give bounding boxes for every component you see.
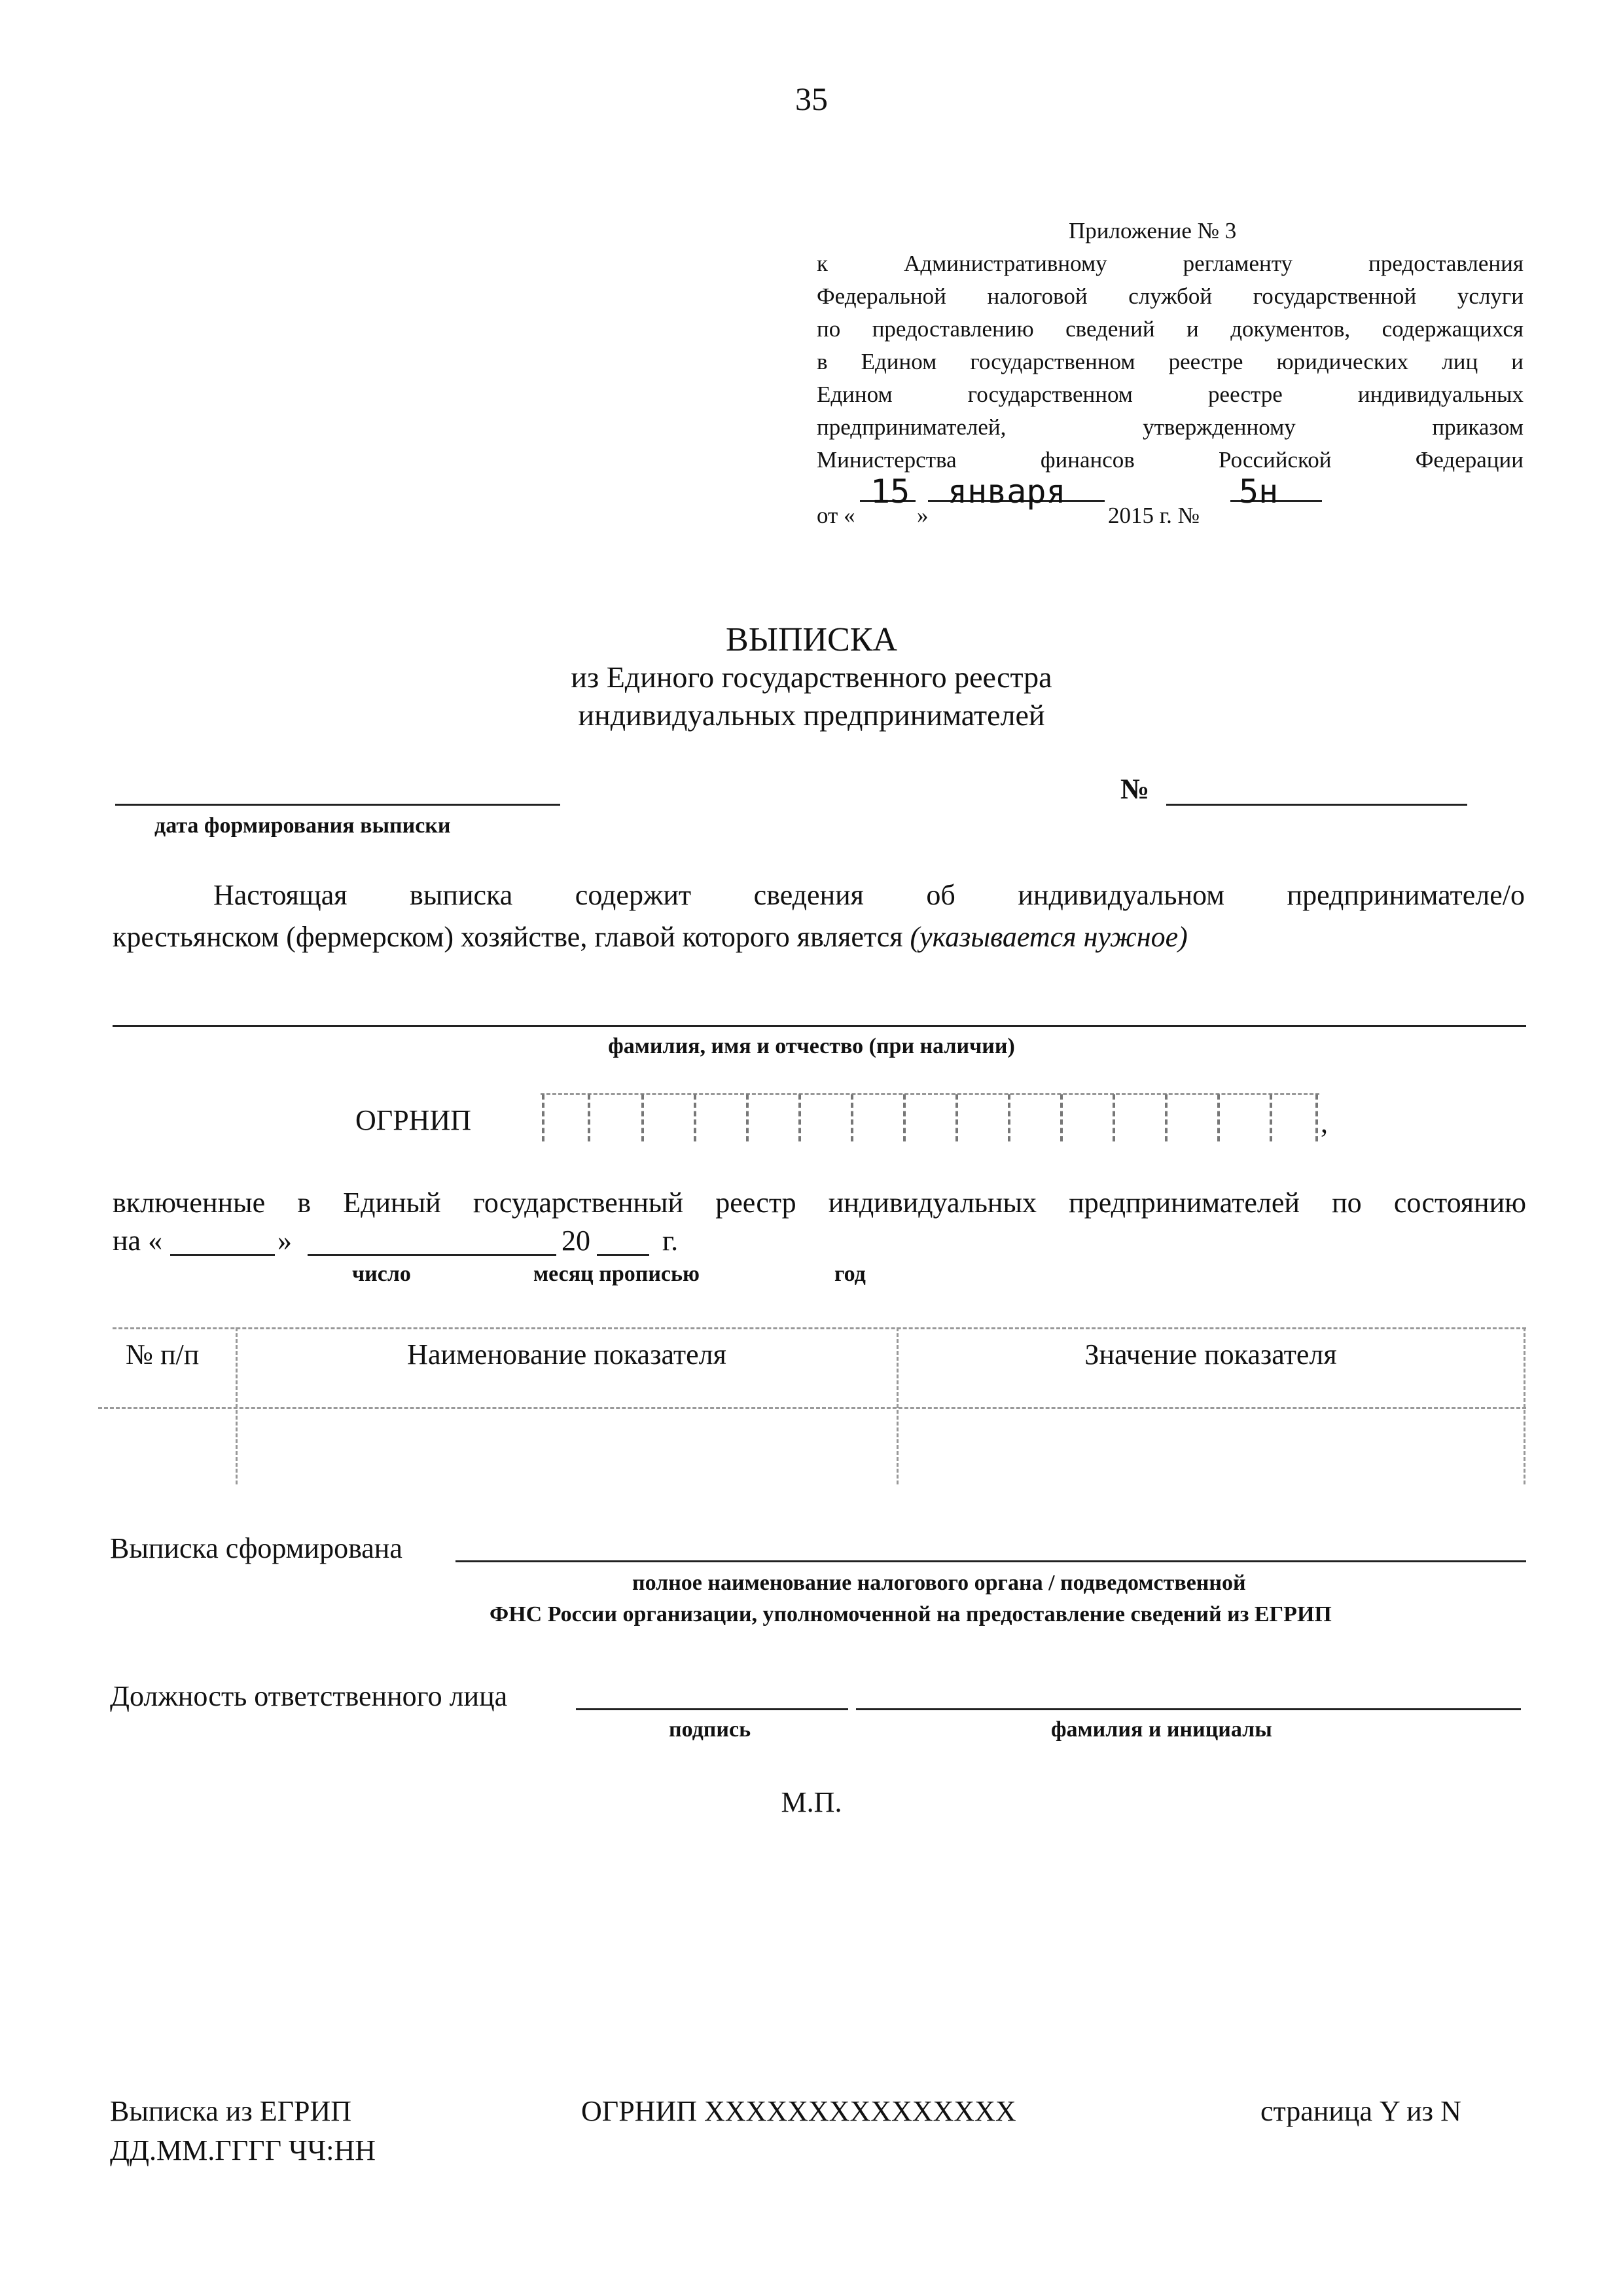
- appendix-line: предпринимателей, утвержденному приказом: [817, 414, 1524, 440]
- number-sign: №: [1120, 773, 1150, 805]
- order-year: 2015 г. №: [1108, 503, 1200, 528]
- intro-line-2-note: (указывается нужное): [910, 921, 1188, 953]
- footer-left-1: Выписка из ЕГРИП: [110, 2095, 352, 2127]
- ogrnip-label: ОГРНИП: [355, 1104, 472, 1136]
- order-prefix: от «: [817, 503, 855, 528]
- appendix-line: Министерства финансов Российской Федерации: [817, 447, 1524, 473]
- ogrnip-comma: ,: [1321, 1107, 1328, 1139]
- footer-left-2: ДД.ММ.ГГГГ ЧЧ:НН: [110, 2134, 376, 2166]
- position-label: Должность ответственного лица: [110, 1680, 508, 1712]
- formed-label: Выписка сформирована: [110, 1532, 402, 1564]
- fio-field-line: [113, 1025, 1526, 1027]
- signature-caption: подпись: [669, 1717, 751, 1742]
- date-field-line: [115, 804, 560, 806]
- footer-right: страница Y из N: [1260, 2095, 1461, 2127]
- page-number: 35: [795, 81, 828, 117]
- appendix-line: Федеральной налоговой службой государственной услуги: [817, 283, 1524, 309]
- state-date-year-suffix: г.: [662, 1225, 679, 1257]
- appendix-title: Приложение № 3: [1069, 218, 1237, 243]
- state-date-caption-day: число: [352, 1262, 411, 1286]
- state-date-mid: »: [277, 1225, 292, 1257]
- state-date-caption-year: год: [834, 1262, 866, 1286]
- formed-caption-1: полное наименование налогового органа / подведомственной: [632, 1571, 1246, 1595]
- initials-caption: фамилия и инициалы: [1051, 1717, 1272, 1742]
- document-title: ВЫПИСКА: [725, 621, 898, 658]
- appendix-block: [817, 215, 1524, 476]
- order-month: января: [948, 473, 1066, 511]
- table-header-indicator: Наименование показателя: [407, 1338, 726, 1371]
- table-header-number: № п/п: [126, 1338, 200, 1371]
- appendix-line: Едином государственном реестре индивидуальных: [817, 382, 1524, 407]
- intro-line-1: Настоящая выписка содержит сведения об индивидуальном предпринимателе/о: [213, 879, 1525, 911]
- state-date-prefix: на «: [113, 1225, 163, 1257]
- document-subtitle-1: из Единого государственного реестра: [571, 660, 1052, 694]
- state-date-year-prefix: 20: [562, 1225, 590, 1257]
- appendix-line: по предоставлению сведений и документов, содержащихся: [817, 316, 1524, 342]
- document-subtitle-2: индивидуальных предпринимателей: [578, 698, 1045, 732]
- signature-field-line: [576, 1708, 848, 1710]
- intro-line-2-text: крестьянском (фермерском) хозяйстве, главой которого является: [113, 921, 910, 953]
- appendix-line: в Едином государственном реестре юридических лиц и: [817, 349, 1524, 374]
- state-date: [113, 1224, 898, 1263]
- intro-line-2: [113, 920, 1188, 954]
- fio-caption: фамилия, имя и отчество (при наличии): [608, 1034, 1015, 1058]
- order-date-line: [817, 473, 1524, 530]
- date-caption: дата формирования выписки: [154, 814, 451, 838]
- state-date-caption-month: месяц прописью: [533, 1262, 700, 1286]
- formed-field-line: [455, 1560, 1526, 1562]
- order-day: 15: [870, 473, 910, 511]
- order-number: 5н: [1239, 473, 1279, 511]
- included-line: включенные в Единый государственный реестр индивидуальных предпринимателей по состоянию: [113, 1187, 1526, 1219]
- initials-field-line: [856, 1708, 1521, 1710]
- footer-center: ОГРНИП XXXXXXXXXXXXXXX: [581, 2095, 1016, 2127]
- number-field-line: [1166, 804, 1467, 806]
- table-header-value: Значение показателя: [1084, 1338, 1337, 1371]
- appendix-line: к Административному регламенту предоставления: [817, 251, 1524, 276]
- formed-caption-2: ФНС России организации, уполномоченной на предоставление сведений из ЕГРИП: [490, 1602, 1332, 1626]
- order-mid: »: [917, 503, 929, 528]
- seal-place: М.П.: [781, 1786, 842, 1818]
